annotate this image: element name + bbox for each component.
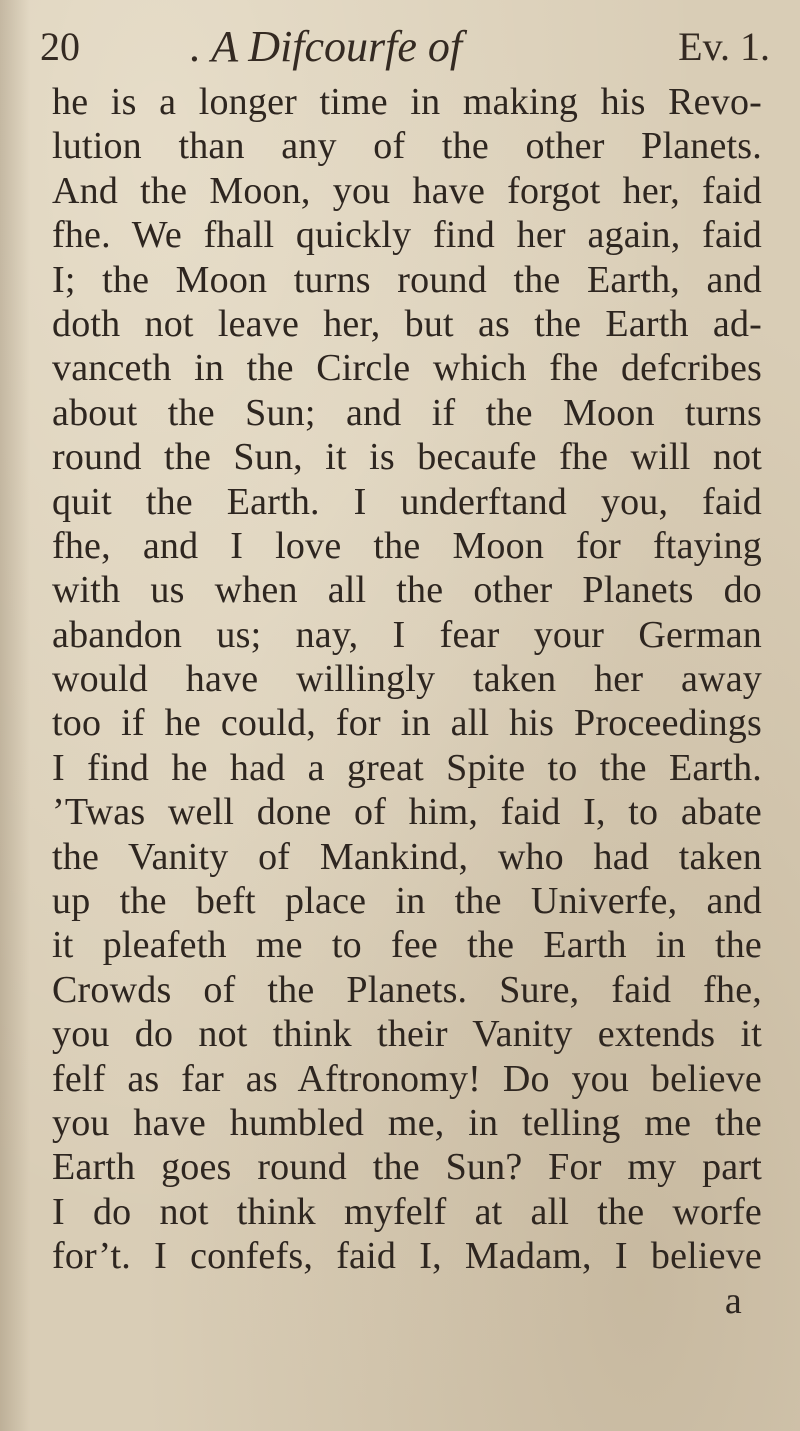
text-line: for’t. I confefs, faid I, Madam, I believe: [52, 1235, 762, 1278]
text-line: I do not think myfelf at all the worfe: [52, 1190, 762, 1233]
text-line: with us when all the other Planets do: [52, 569, 762, 612]
text-line: you have humbled me, in telling me the: [52, 1101, 762, 1144]
text-line: you do not think their Vanity extends it: [52, 1013, 762, 1056]
text-line: round the Sun, it is becaufe fhe will not: [52, 436, 762, 479]
text-line: fhe, and I love the Moon for ftaying: [52, 524, 762, 567]
text-line: felf as far as Aftronomy! Do you believe: [52, 1057, 762, 1100]
text-line: would have willingly taken her away: [52, 658, 762, 701]
text-line: he is a longer time in making his Revo-: [52, 81, 762, 123]
running-title: . A Difcourfe of: [190, 22, 463, 71]
text-line: doth not leave her, but as the Earth ad-: [52, 302, 762, 345]
text-line: abandon us; nay, I fear your German: [52, 613, 762, 656]
text-line: ’Twas well done of him, faid I, to abate: [52, 791, 762, 834]
running-head: [40, 22, 770, 72]
text-line: about the Sun; and if the Moon turns: [52, 391, 762, 434]
body-text: [52, 80, 762, 1323]
page-gutter-shadow: [0, 0, 30, 1431]
text-line: Earth goes round the Sun? For my part: [52, 1146, 762, 1189]
text-line: I find he had a great Spite to the Earth.: [52, 746, 762, 789]
text-line: lution than any of the other Planets.: [52, 125, 762, 168]
text-line: Crowds of the Planets. Sure, faid fhe,: [52, 968, 762, 1011]
text-line: it pleafeth me to fee the Earth in the: [52, 924, 762, 967]
catchword: a: [724, 1279, 742, 1322]
section-signature: Ev. 1.: [678, 24, 770, 69]
text-line: the Vanity of Mankind, who had taken: [52, 835, 762, 878]
text-line: up the beft place in the Univerfe, and: [52, 880, 762, 923]
page-number: 20: [40, 24, 80, 69]
text-line: too if he could, for in all his Proceedings: [52, 702, 762, 745]
text-line: I; the Moon turns round the Earth, and: [52, 258, 762, 301]
text-line: quit the Earth. I underftand you, faid: [52, 480, 762, 523]
text-line: vanceth in the Circle which fhe defcribes: [52, 347, 762, 390]
text-line: And the Moon, you have forgot her, faid: [52, 169, 762, 212]
text-line: fhe. We fhall quickly find her again, faid: [52, 214, 762, 257]
